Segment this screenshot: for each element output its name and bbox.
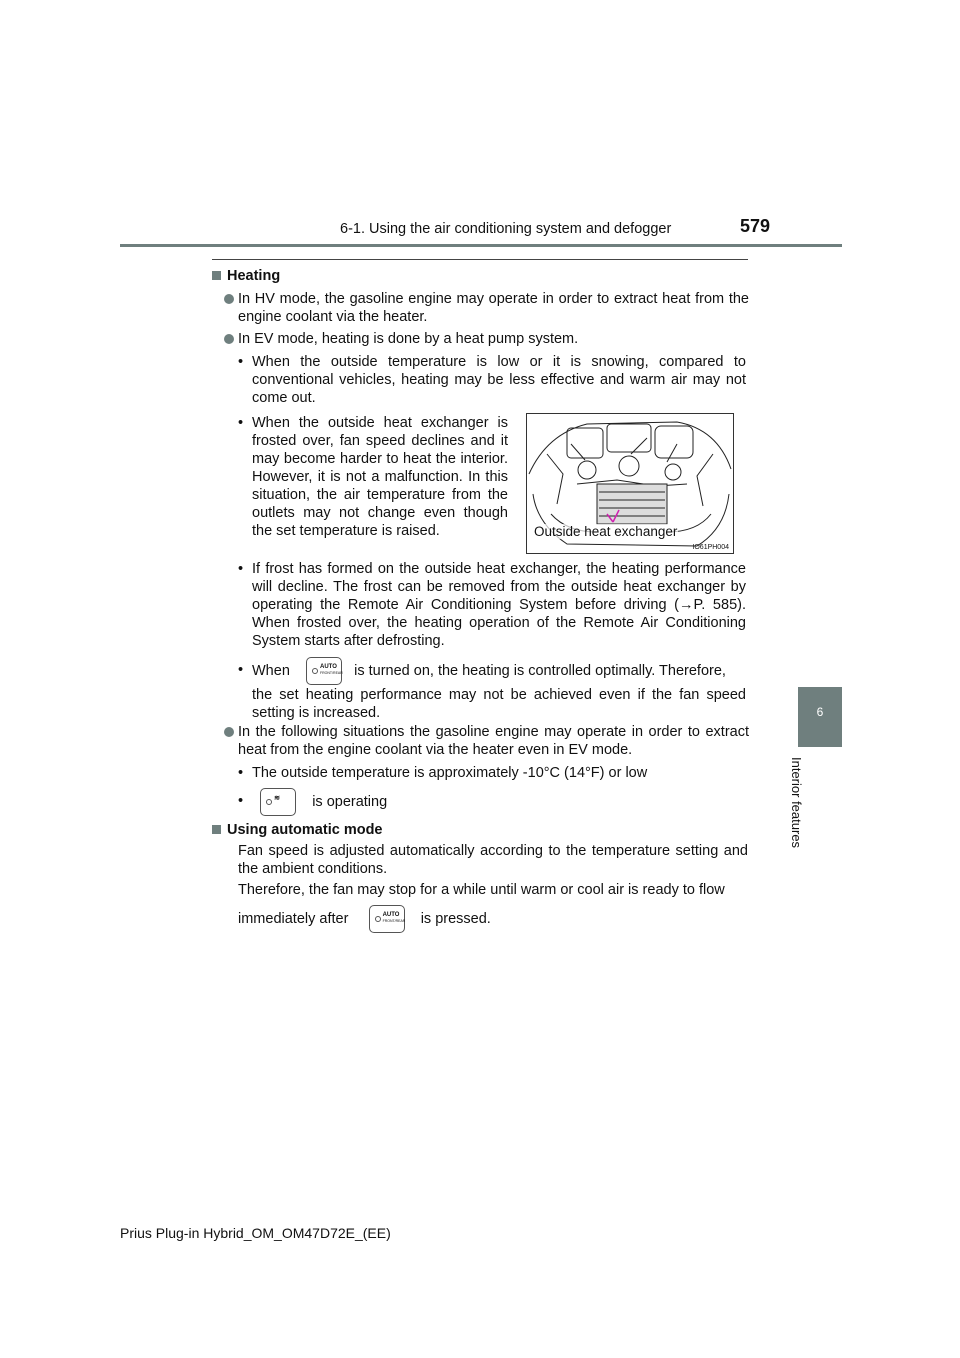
defrost-button-icon: ≋ (260, 788, 296, 816)
bullet-dot-icon (224, 294, 234, 304)
operating-text: is operating (312, 793, 388, 810)
auto-mode-para3 (238, 905, 748, 933)
hv-mode-item (224, 290, 749, 326)
auto-mode-para2: Therefore, the fan may stop for a while until warm or cool air is ready to flow (238, 882, 725, 898)
auto-suffix-text: is turned on, the heating is controlled optimally. Therefore, (354, 662, 726, 679)
frosted-item: • When the outside heat exchanger is frosted over, fan speed declines and it may become harder to heat the interior. However, it is not a malfunction. In this situation, the air temperature from the outlets may not change even though the set temperature is raised. (238, 415, 508, 539)
auto-item: • When AUTO FRONT/REAR is turned on, the heating is controlled optimally. Therefore, (238, 657, 746, 685)
chapter-number: 6 (816, 705, 824, 719)
engine-bay-figure (526, 413, 734, 554)
frosted-text: When the outside heat exchanger is frosted over, fan speed declines and it may become harder to heat the interior. However, it is not a malfunction. In this situation, the air temperature from the outlets may not change even though the set temperature is raised. (252, 415, 508, 539)
following-situations-item (224, 723, 749, 759)
auto-mode-para1: Fan speed is adjusted automatically according to the temperature setting and the ambient conditions. (238, 843, 748, 877)
low-temp-text: When the outside temperature is low or it is snowing, compared to conventional vehicles, heating may be less effective and warm air may not come out. (252, 354, 746, 406)
chapter-title: Interior features (789, 757, 804, 849)
frost-formed-item: • If frost has formed on the outside heat exchanger, the heating performance will decline. The frost can be removed from the outside heat exchanger by operating the Remote Air Conditioning System before driving (→P. 585). When frosted over, the heating operation of the Remote Air Conditioning System starts after defrosting. (238, 561, 746, 649)
figure-caption: Outside heat exchanger (534, 524, 678, 539)
auto-mode-heading: Using automatic mode (212, 821, 383, 839)
hv-mode-text: In HV mode, the gasoline engine may operate in order to extract heat from the engine coolant via the heater. (238, 291, 749, 325)
section-square-icon (212, 825, 221, 834)
auto-mode-para3-suffix: is pressed. (420, 910, 491, 927)
following-situations-text: In the following situations the gasoline engine may operate in order to extract heat from the engine coolant via the heater even in EV mode. (238, 724, 749, 758)
chapter-tab[interactable] (798, 687, 842, 747)
section-title: 6-1. Using the air conditioning system and defogger (340, 221, 672, 237)
page-number: 579 (740, 216, 771, 236)
auto-button-icon: AUTO FRONT/REAR (306, 657, 342, 685)
auto-button-icon: AUTO FRONT/REAR (369, 905, 405, 933)
header-rule (120, 244, 842, 247)
temp-item: • The outside temperature is approximately -10°C (14°F) or low (238, 765, 648, 781)
figure-code: IO61PH004 (692, 544, 729, 551)
chapter-label (788, 757, 806, 867)
bullet-dot-icon (224, 727, 234, 737)
temp-text: The outside temperature is approximately -10°C (14°F) or low (252, 765, 648, 781)
heating-heading: Heating (212, 267, 280, 285)
section-square-icon (212, 271, 221, 280)
frost-formed-text: If frost has formed on the outside heat exchanger, the heating performance will decline. The frost can be removed from the outside heat exchanger by operating the Remote Air Conditioning System before driving (→P. 585). When frosted over, the heating operation of the Remote Air Conditioning System starts after defrosting. (252, 561, 746, 649)
auto-mode-para3-prefix: immediately after (238, 910, 349, 927)
auto-cont-text: the set heating performance may not be achieved even if the fan speed setting is increased. (252, 687, 746, 721)
content-rule (212, 259, 748, 260)
low-temp-item: • When the outside temperature is low or it is snowing, compared to conventional vehicles, heating may be less effective and warm air may not come out. (238, 354, 746, 406)
ev-mode-item (224, 330, 749, 348)
operating-item: • ≋ is operating (238, 788, 746, 816)
bullet-dot-icon (224, 334, 234, 344)
ev-mode-text: In EV mode, heating is done by a heat pump system. (238, 331, 579, 347)
footer-doc-id: Prius Plug-in Hybrid_OM_OM47D72E_(EE) (120, 1225, 391, 1241)
